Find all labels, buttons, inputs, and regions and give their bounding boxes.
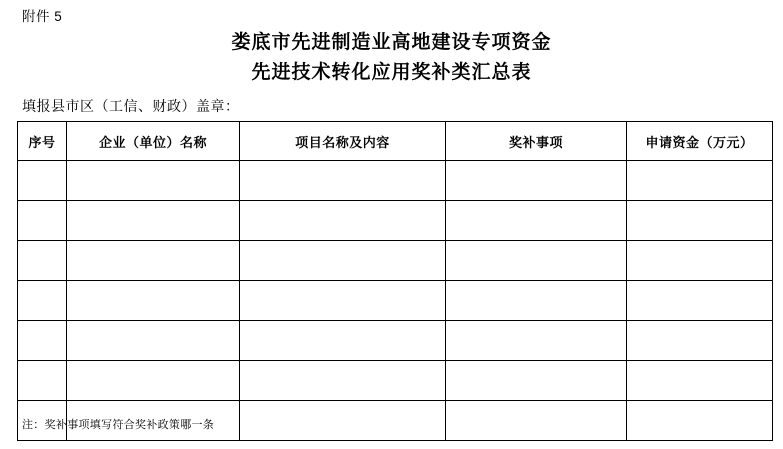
cell-applied-amount[interactable] <box>627 281 773 321</box>
cell-project-name-content[interactable] <box>240 241 446 281</box>
cell-project-name-content[interactable] <box>240 321 446 361</box>
cell-project-name-content[interactable] <box>240 401 446 441</box>
column-header-project-name-content: 项目名称及内容 <box>240 122 446 161</box>
cell-index[interactable] <box>18 161 67 201</box>
cell-applied-amount[interactable] <box>627 201 773 241</box>
cell-index[interactable] <box>18 201 67 241</box>
cell-award-item[interactable] <box>446 241 627 281</box>
table-row <box>18 361 773 401</box>
cell-award-item[interactable] <box>446 281 627 321</box>
summary-table <box>17 121 773 441</box>
table-row <box>18 241 773 281</box>
cell-applied-amount[interactable] <box>627 161 773 201</box>
cell-enterprise-name[interactable] <box>67 281 240 321</box>
cell-award-item[interactable] <box>446 201 627 241</box>
cell-enterprise-name[interactable] <box>67 161 240 201</box>
cell-applied-amount[interactable] <box>627 241 773 281</box>
reporting-org-line: 填报县市区（工信、财政）盖章： <box>22 98 240 114</box>
title-line-1: 娄底市先进制造业高地建设专项资金 <box>231 32 552 53</box>
attachment-label: 附件 5 <box>22 9 63 24</box>
cell-index[interactable] <box>18 361 67 401</box>
cell-enterprise-name[interactable] <box>67 361 240 401</box>
table-row <box>18 281 773 321</box>
cell-enterprise-name[interactable] <box>67 201 240 241</box>
cell-project-name-content[interactable] <box>240 281 446 321</box>
column-header-index: 序号 <box>18 122 67 161</box>
cell-award-item[interactable] <box>446 361 627 401</box>
table-header-row <box>18 122 773 161</box>
cell-applied-amount[interactable] <box>627 401 773 441</box>
cell-index[interactable] <box>18 281 67 321</box>
table-row <box>18 201 773 241</box>
cell-award-item[interactable] <box>446 161 627 201</box>
table-row <box>18 161 773 201</box>
column-header-applied-amount: 申请资金（万元） <box>627 122 773 161</box>
cell-project-name-content[interactable] <box>240 201 446 241</box>
cell-enterprise-name[interactable] <box>67 241 240 281</box>
column-header-award-item: 奖补事项 <box>446 122 627 161</box>
cell-project-name-content[interactable] <box>240 161 446 201</box>
cell-enterprise-name[interactable] <box>67 321 240 361</box>
cell-applied-amount[interactable] <box>627 361 773 401</box>
title-line-2: 先进技术转化应用奖补类汇总表 <box>251 62 532 83</box>
table-row <box>18 321 773 361</box>
cell-award-item[interactable] <box>446 401 627 441</box>
column-header-enterprise-name: 企业（单位）名称 <box>67 122 240 161</box>
footnote: 注：奖补事项填写符合奖补政策哪一条 <box>22 419 215 431</box>
cell-project-name-content[interactable] <box>240 361 446 401</box>
cell-award-item[interactable] <box>446 321 627 361</box>
cell-applied-amount[interactable] <box>627 321 773 361</box>
cell-index[interactable] <box>18 321 67 361</box>
document-title <box>0 28 783 88</box>
cell-index[interactable] <box>18 241 67 281</box>
